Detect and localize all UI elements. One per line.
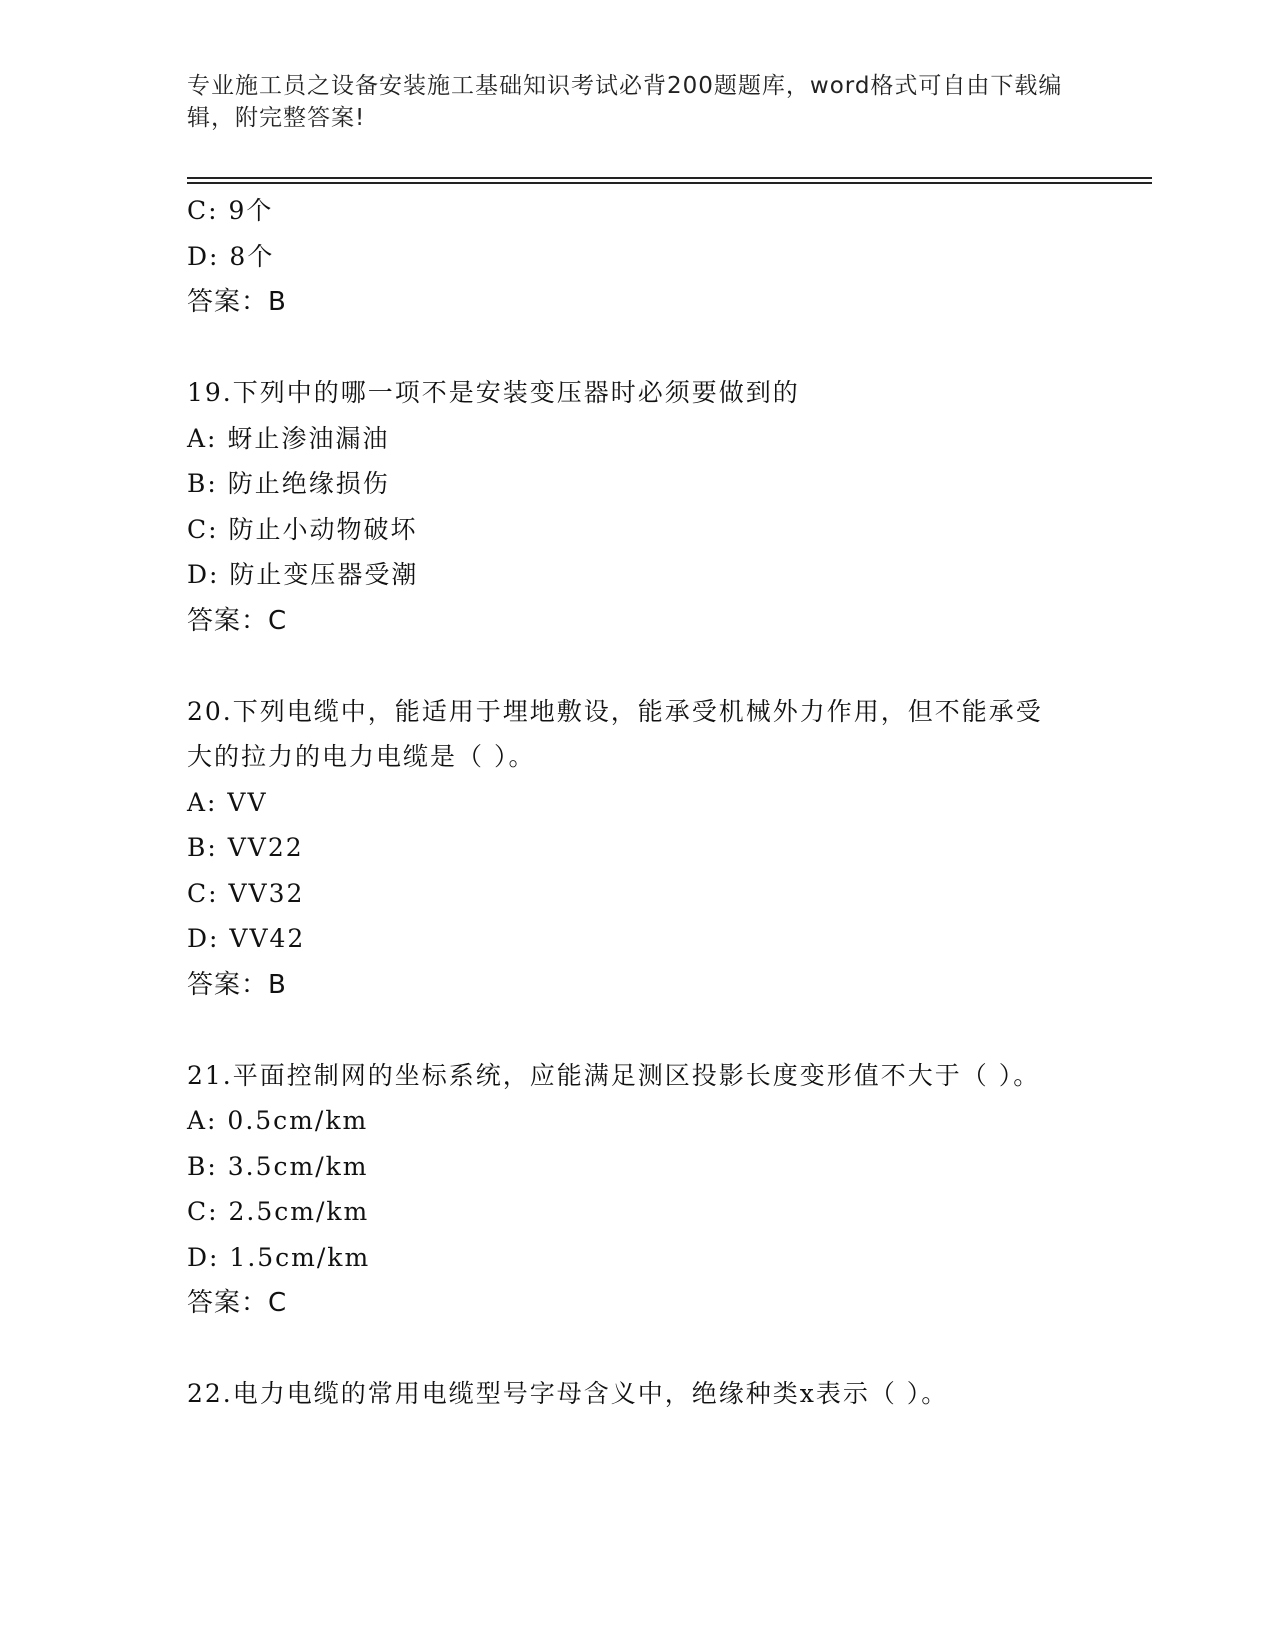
option-c: C: 防止小动物破坏 bbox=[187, 514, 418, 544]
option-a: A: VV bbox=[187, 787, 268, 817]
question-stem: 19.下列中的哪一项不是安装变压器时必须要做到的 bbox=[187, 378, 800, 407]
header-divider-top bbox=[187, 177, 1152, 179]
option-d: D: 防止变压器受潮 bbox=[187, 560, 419, 589]
option-b: B: VV22 bbox=[187, 833, 304, 862]
question-21 bbox=[187, 1053, 1087, 1327]
answer-line: 答案：B bbox=[187, 969, 287, 1000]
answer-line: 答案：B bbox=[187, 287, 287, 317]
question-stem: 20.下列电缆中，能适用于埋地敷设，能承受机械外力作用，但不能承受大的拉力的电力电缆是（ ）。 bbox=[187, 696, 1043, 771]
document-title: 专业施工员之设备安装施工基础知识考试必背200题题库，word格式可自由下载编辑，附完整答案! bbox=[187, 73, 1063, 131]
question-20 bbox=[187, 689, 1087, 1008]
option-b: B: 防止绝缘损伤 bbox=[187, 469, 390, 498]
spacer bbox=[187, 325, 1087, 370]
spacer bbox=[187, 1326, 1087, 1371]
page-header bbox=[187, 70, 1067, 134]
option-c: C: VV32 bbox=[187, 878, 305, 908]
question-22 bbox=[187, 1371, 1087, 1417]
spacer bbox=[187, 644, 1087, 689]
option-d: D: VV42 bbox=[187, 924, 306, 953]
option-c: C: 2.5cm/km bbox=[187, 1197, 370, 1226]
question-19 bbox=[187, 370, 1087, 644]
option-a: A: 0.5cm/km bbox=[187, 1106, 369, 1135]
option-b: B: 3.5cm/km bbox=[187, 1151, 369, 1181]
question-list bbox=[187, 188, 1087, 1417]
question-stem: 21.平面控制网的坐标系统，应能满足测区投影长度变形值不大于（ ）。 bbox=[187, 1060, 1041, 1090]
header-divider-bottom bbox=[187, 182, 1152, 184]
option-d: D: 1.5cm/km bbox=[187, 1242, 371, 1272]
option-d: D: 8个 bbox=[187, 241, 275, 271]
answer-line: 答案：C bbox=[187, 605, 288, 636]
option-c: C: 9个 bbox=[187, 196, 274, 225]
spacer bbox=[187, 1008, 1087, 1053]
question-18-continued bbox=[187, 188, 1087, 325]
answer-line: 答案：C bbox=[187, 1288, 288, 1318]
option-a: A: 蚜止渗油漏油 bbox=[187, 423, 390, 453]
question-stem: 22.电力电缆的常用电缆型号字母含义中，绝缘种类x表示（ ）。 bbox=[187, 1379, 949, 1408]
